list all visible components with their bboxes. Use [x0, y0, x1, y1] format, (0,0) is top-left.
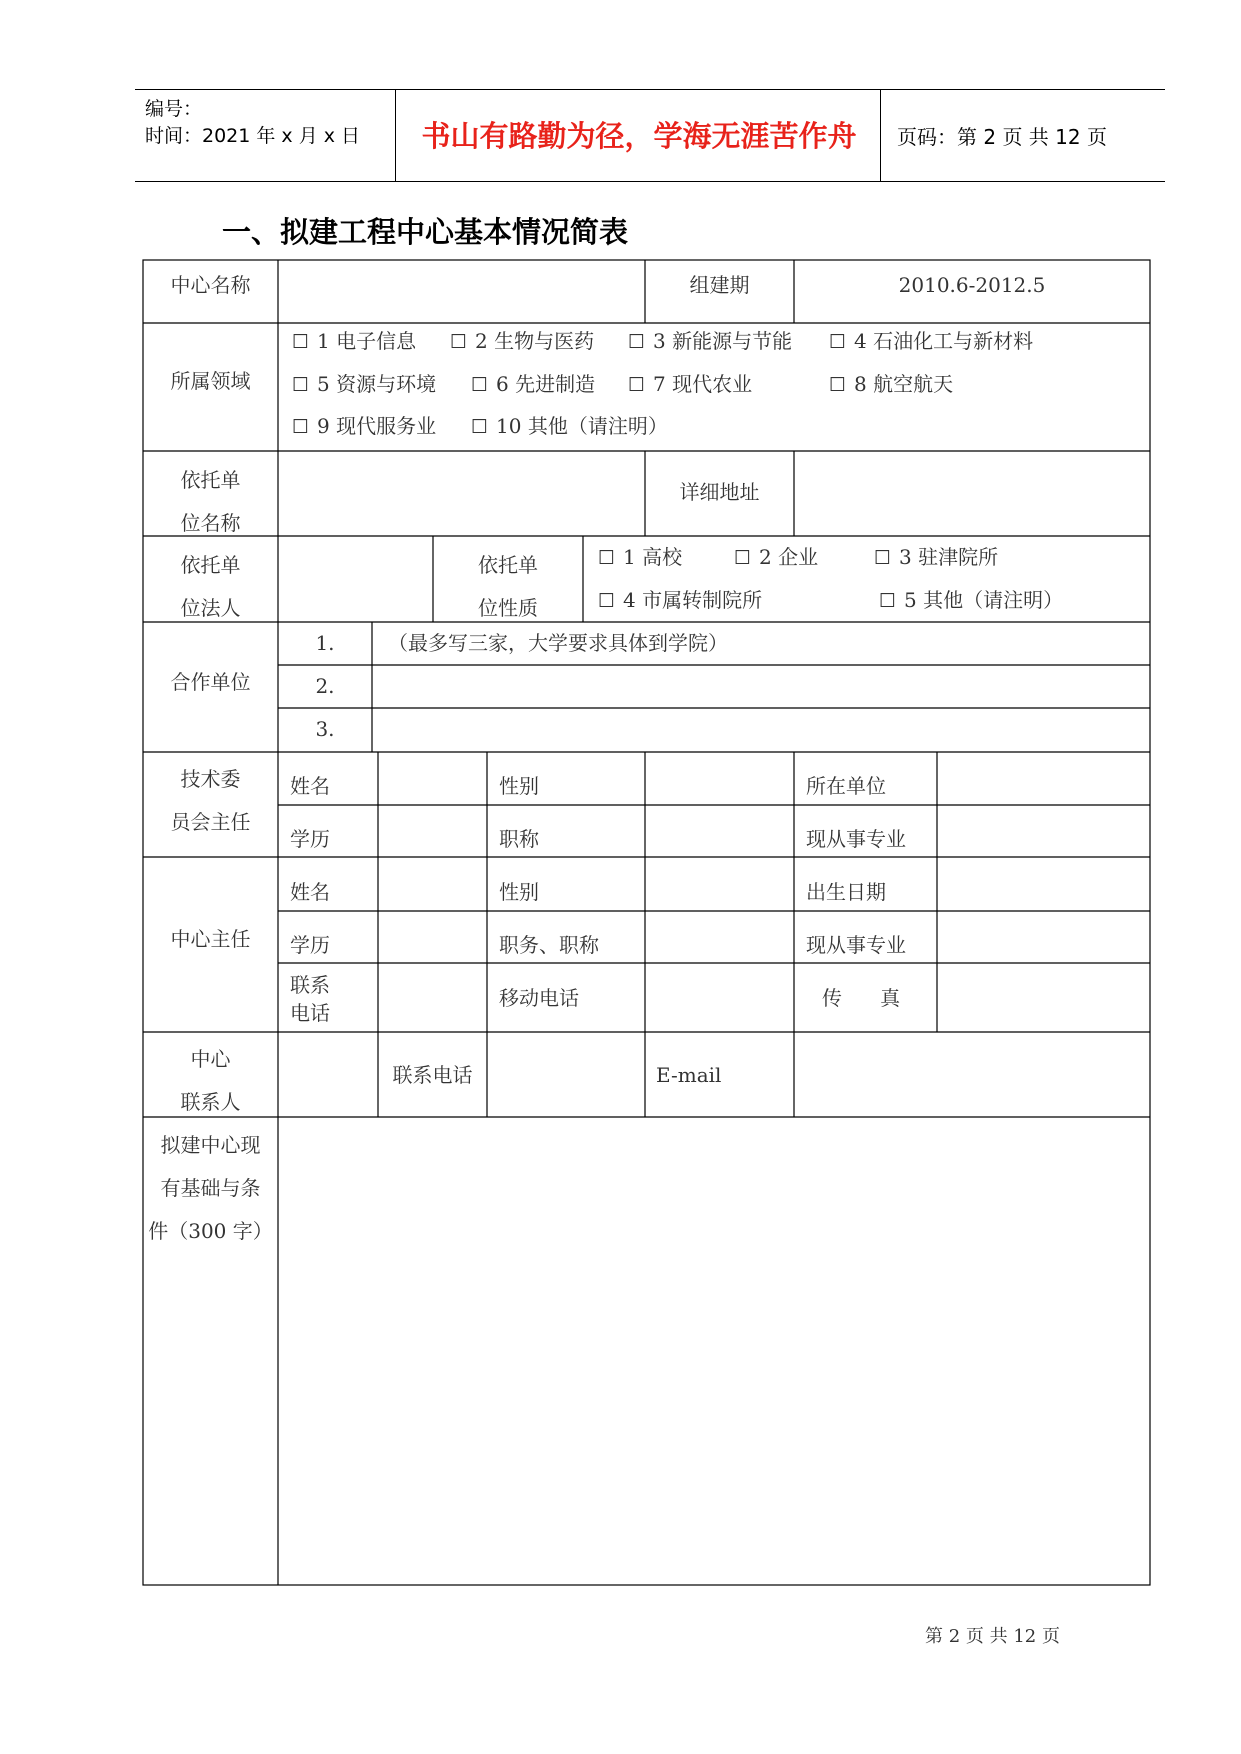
field-option[interactable]: ☐ 8 航空航天 — [829, 372, 954, 396]
field-option[interactable]: ☐ 6 先进制造 — [471, 372, 596, 396]
checkbox-icon: ☐ — [879, 590, 897, 612]
page-footer: 第 2 页 共 12 页 — [925, 1626, 1060, 1647]
field-option[interactable]: ☐ 1 电子信息 — [292, 329, 417, 353]
checkbox-icon: ☐ — [628, 374, 646, 396]
gender-label: 性别 — [499, 774, 539, 798]
checkbox-icon: ☐ — [598, 590, 616, 612]
name-label: 姓名 — [290, 774, 330, 798]
contact-person-label: 中心 联系人 — [180, 1047, 241, 1114]
checkbox-icon: ☐ — [874, 547, 892, 569]
build-period-label: 组建期 — [689, 273, 750, 297]
checkbox-icon: ☐ — [450, 331, 468, 353]
field-option[interactable]: ☐ 10 其他（请注明） — [471, 414, 668, 438]
nature-option[interactable]: ☐ 5 其他（请注明） — [879, 588, 1064, 612]
nature-option[interactable]: ☐ 3 驻津院所 — [874, 545, 999, 569]
field-option[interactable]: ☐ 5 资源与环境 — [292, 372, 437, 396]
partner-label: 合作单位 — [170, 670, 251, 694]
partner-row-number: 3. — [315, 717, 335, 741]
field-option[interactable]: ☐ 9 现代服务业 — [292, 414, 437, 438]
mobile-label: 移动电话 — [499, 986, 579, 1010]
motto: 书山有路勤为径，学海无涯苦作舟 — [421, 119, 857, 153]
field-option[interactable]: ☐ 4 石油化工与新材料 — [829, 329, 1034, 353]
director-label: 中心主任 — [170, 927, 251, 951]
serial-label: 编号： — [145, 98, 203, 120]
checkbox-icon: ☐ — [471, 416, 489, 438]
address-label: 详细地址 — [679, 480, 760, 504]
field-option[interactable]: ☐ 2 生物与医药 — [450, 329, 595, 353]
education-label: 学历 — [290, 827, 330, 851]
nature-option[interactable]: ☐ 4 市属转制院所 — [598, 588, 763, 612]
title-label: 职称 — [499, 827, 539, 851]
nature-option[interactable]: ☐ 2 企业 — [734, 545, 819, 569]
checkbox-icon: ☐ — [628, 331, 646, 353]
page-info: 页码：第 2 页 共 12 页 — [897, 125, 1107, 149]
legal-rep-label: 依托单 位法人 — [180, 553, 241, 620]
position-title-label: 职务、职称 — [499, 933, 599, 957]
education-label: 学历 — [290, 933, 330, 957]
checkbox-icon: ☐ — [829, 374, 847, 396]
basis-label: 拟建中心现 有基础与条 件（300 字） — [148, 1133, 273, 1243]
checkbox-icon: ☐ — [292, 416, 310, 438]
host-nature-label: 依托单 位性质 — [478, 553, 538, 620]
checkbox-icon: ☐ — [292, 374, 310, 396]
major-label: 现从事专业 — [806, 827, 906, 851]
partner-row-number: 2. — [315, 674, 335, 698]
checkbox-icon: ☐ — [829, 331, 847, 353]
contact-tel-label: 联系电话 — [392, 1063, 473, 1087]
page-title: 一、拟建工程中心基本情况简表 — [222, 215, 629, 249]
time-label: 时间：2021 年 x 月 x 日 — [145, 125, 361, 147]
unit-label: 所在单位 — [806, 774, 886, 798]
fax-label: 传 真 — [822, 986, 901, 1010]
committee-chair-label: 技术委 员会主任 — [170, 767, 251, 834]
build-period-value[interactable]: 2010.6-2012.5 — [898, 273, 1046, 297]
field-option[interactable]: ☐ 3 新能源与节能 — [628, 329, 793, 353]
host-name-label: 依托单 位名称 — [180, 468, 241, 535]
contact-phone-label: 联系 电话 — [290, 973, 330, 1025]
birth-label: 出生日期 — [806, 880, 886, 904]
checkbox-icon: ☐ — [471, 374, 489, 396]
partner-note: （最多写三家，大学要求具体到学院） — [388, 631, 728, 655]
field-option[interactable]: ☐ 7 现代农业 — [628, 372, 753, 396]
email-label: E-mail — [656, 1063, 722, 1087]
checkbox-icon: ☐ — [734, 547, 752, 569]
nature-option[interactable]: ☐ 1 高校 — [598, 545, 683, 569]
name-label: 姓名 — [290, 880, 330, 904]
center-name-label: 中心名称 — [170, 273, 251, 297]
field-label: 所属领域 — [170, 369, 251, 393]
gender-label: 性别 — [499, 880, 539, 904]
checkbox-icon: ☐ — [598, 547, 616, 569]
checkbox-icon: ☐ — [292, 331, 310, 353]
partner-row-number: 1. — [315, 631, 335, 655]
major-label: 现从事专业 — [806, 933, 906, 957]
